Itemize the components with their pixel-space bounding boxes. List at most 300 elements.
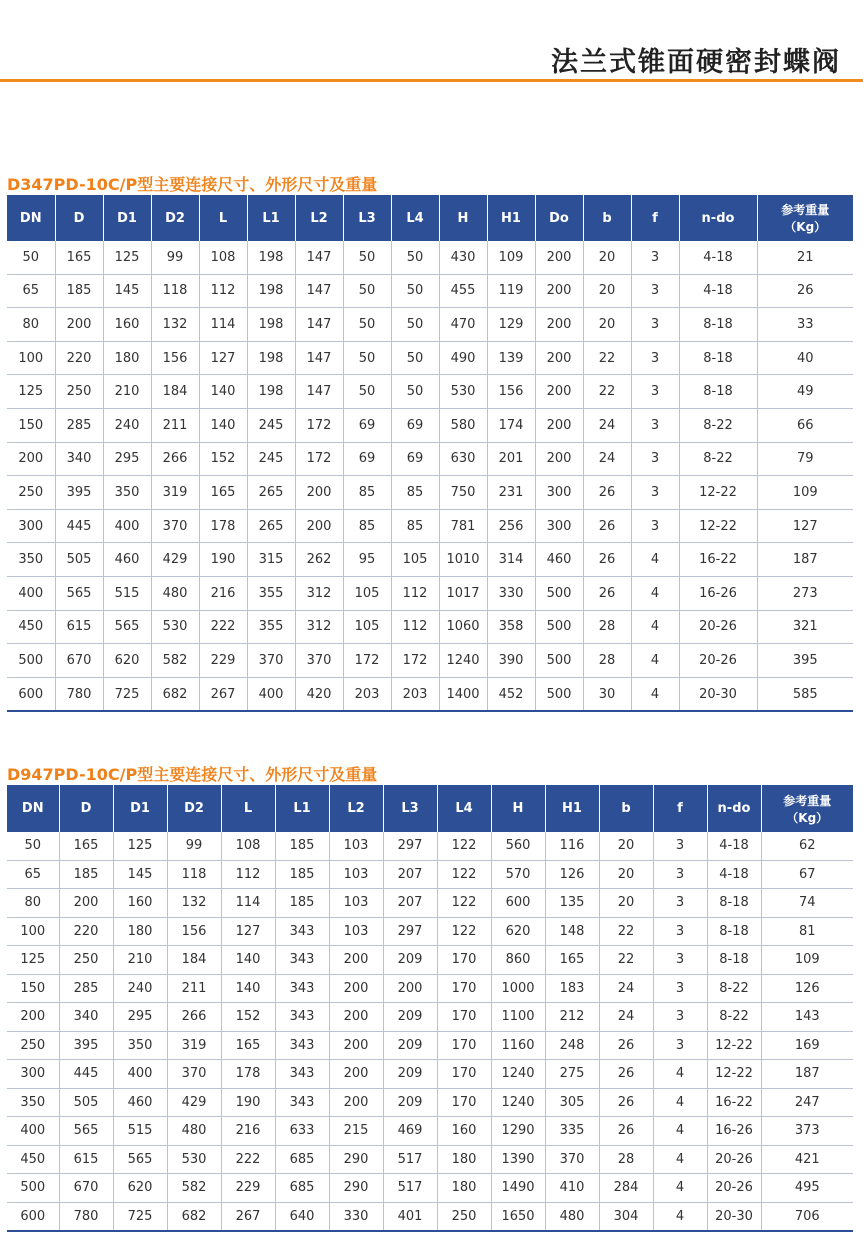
table-cell: 198 xyxy=(247,274,295,308)
table-cell: 1390 xyxy=(491,1145,545,1174)
table-cell: 211 xyxy=(167,974,221,1003)
table-cell: 12-22 xyxy=(707,1060,761,1089)
table-cell: 421 xyxy=(761,1145,853,1174)
table-cell: 1000 xyxy=(491,974,545,1003)
table-cell: 200 xyxy=(7,442,55,476)
table-cell: 125 xyxy=(7,375,55,409)
table-cell: 275 xyxy=(545,1060,599,1089)
table-cell: 129 xyxy=(487,308,535,342)
table-cell: 500 xyxy=(535,610,583,644)
table-cell: 16-22 xyxy=(707,1088,761,1117)
table-cell: 355 xyxy=(247,610,295,644)
table-cell: 109 xyxy=(487,241,535,274)
table-cell: 530 xyxy=(167,1145,221,1174)
table-cell: 74 xyxy=(761,889,853,918)
table-cell: 452 xyxy=(487,677,535,711)
table-cell: 300 xyxy=(535,509,583,543)
table-cell: 145 xyxy=(103,274,151,308)
table-row xyxy=(7,1031,853,1060)
table-cell: 105 xyxy=(391,543,439,577)
table-cell: 114 xyxy=(221,889,275,918)
table-cell: 201 xyxy=(487,442,535,476)
table-cell: 200 xyxy=(535,408,583,442)
table-cell: 80 xyxy=(7,889,59,918)
table-cell: 103 xyxy=(329,889,383,918)
table-cell: 122 xyxy=(437,860,491,889)
table-cell: 103 xyxy=(329,917,383,946)
table-cell: 430 xyxy=(439,241,487,274)
table-cell: 1490 xyxy=(491,1174,545,1203)
table-cell: 125 xyxy=(113,832,167,860)
table-cell: 67 xyxy=(761,860,853,889)
table-cell: 340 xyxy=(55,442,103,476)
table-cell: 250 xyxy=(55,375,103,409)
column-header: L1 xyxy=(275,785,329,832)
table-cell: 200 xyxy=(535,442,583,476)
table-cell: 200 xyxy=(329,1088,383,1117)
table-cell: 185 xyxy=(275,889,329,918)
column-header: n-do xyxy=(707,785,761,832)
table-cell: 312 xyxy=(295,576,343,610)
table-cell: 565 xyxy=(55,576,103,610)
table-cell: 99 xyxy=(167,832,221,860)
table-cell: 122 xyxy=(437,917,491,946)
table-cell: 209 xyxy=(383,1003,437,1032)
table-cell: 300 xyxy=(535,476,583,510)
table-cell: 290 xyxy=(329,1174,383,1203)
header-row xyxy=(7,195,853,241)
table-cell: 3 xyxy=(631,341,679,375)
table-cell: 116 xyxy=(545,832,599,860)
table-row xyxy=(7,1145,853,1174)
table-row xyxy=(7,860,853,889)
table-cell: 1060 xyxy=(439,610,487,644)
table-cell: 20 xyxy=(583,241,631,274)
table-cell: 12-22 xyxy=(707,1031,761,1060)
table-cell: 50 xyxy=(343,241,391,274)
table-cell: 4-18 xyxy=(707,860,761,889)
table-cell: 304 xyxy=(599,1202,653,1231)
table-cell: 685 xyxy=(275,1145,329,1174)
table-row xyxy=(7,341,853,375)
table-cell: 8-18 xyxy=(707,946,761,975)
table-cell: 222 xyxy=(221,1145,275,1174)
table-cell: 250 xyxy=(59,946,113,975)
table-row xyxy=(7,610,853,644)
table-cell: 297 xyxy=(383,917,437,946)
table-cell: 321 xyxy=(757,610,853,644)
table-cell: 295 xyxy=(103,442,151,476)
table-cell: 108 xyxy=(221,832,275,860)
table-cell: 184 xyxy=(167,946,221,975)
table-cell: 3 xyxy=(631,308,679,342)
table-cell: 105 xyxy=(343,610,391,644)
table-row xyxy=(7,917,853,946)
table-cell: 4 xyxy=(653,1117,707,1146)
table-cell: 26 xyxy=(599,1031,653,1060)
table-cell: 220 xyxy=(59,917,113,946)
column-header: L1 xyxy=(247,195,295,241)
table-cell: 20 xyxy=(599,832,653,860)
column-header: L4 xyxy=(391,195,439,241)
table-cell: 495 xyxy=(761,1174,853,1203)
table-cell: 3 xyxy=(653,860,707,889)
table-cell: 22 xyxy=(583,341,631,375)
table-cell: 210 xyxy=(113,946,167,975)
table-cell: 127 xyxy=(221,917,275,946)
table-cell: 3 xyxy=(653,1031,707,1060)
table-cell: 69 xyxy=(391,442,439,476)
table-cell: 140 xyxy=(221,974,275,1003)
table-cell: 600 xyxy=(7,1202,59,1231)
weight-header-line: 参考重量 xyxy=(781,203,830,217)
table-cell: 20-30 xyxy=(679,677,757,711)
table-cell: 4 xyxy=(653,1202,707,1231)
table-cell: 24 xyxy=(599,974,653,1003)
table-cell: 295 xyxy=(113,1003,167,1032)
table-cell: 180 xyxy=(437,1145,491,1174)
column-header-weight xyxy=(757,195,853,241)
table-cell: 265 xyxy=(247,509,295,543)
table-row xyxy=(7,308,853,342)
table-cell: 4 xyxy=(631,543,679,577)
table-cell: 340 xyxy=(59,1003,113,1032)
table-cell: 781 xyxy=(439,509,487,543)
table-cell: 139 xyxy=(487,341,535,375)
table-cell: 203 xyxy=(391,677,439,711)
table-cell: 450 xyxy=(7,1145,59,1174)
table-cell: 630 xyxy=(439,442,487,476)
table-cell: 343 xyxy=(275,1088,329,1117)
table-cell: 118 xyxy=(151,274,199,308)
table-cell: 49 xyxy=(757,375,853,409)
table-cell: 212 xyxy=(545,1003,599,1032)
table-cell: 85 xyxy=(343,476,391,510)
table-cell: 517 xyxy=(383,1145,437,1174)
table-cell: 285 xyxy=(55,408,103,442)
table-cell: 69 xyxy=(343,442,391,476)
table-cell: 125 xyxy=(103,241,151,274)
table-cell: 127 xyxy=(757,509,853,543)
table-cell: 198 xyxy=(247,341,295,375)
table-cell: 172 xyxy=(391,644,439,678)
table-cell: 21 xyxy=(757,241,853,274)
column-header: H1 xyxy=(487,195,535,241)
table-cell: 370 xyxy=(167,1060,221,1089)
column-header: f xyxy=(631,195,679,241)
table-cell: 198 xyxy=(247,375,295,409)
table-cell: 500 xyxy=(7,1174,59,1203)
table-cell: 247 xyxy=(761,1088,853,1117)
table-cell: 216 xyxy=(199,576,247,610)
table-cell: 26 xyxy=(583,543,631,577)
table-cell: 28 xyxy=(583,610,631,644)
table-cell: 358 xyxy=(487,610,535,644)
table-body xyxy=(7,241,853,711)
table-cell: 350 xyxy=(7,1088,59,1117)
table-cell: 565 xyxy=(59,1117,113,1146)
table-cell: 273 xyxy=(757,576,853,610)
table-cell: 3 xyxy=(631,375,679,409)
table-cell: 200 xyxy=(329,1060,383,1089)
column-header: H xyxy=(439,195,487,241)
table-cell: 500 xyxy=(535,677,583,711)
table-cell: 530 xyxy=(151,610,199,644)
table-cell: 200 xyxy=(295,509,343,543)
table-cell: 26 xyxy=(599,1117,653,1146)
column-header: H1 xyxy=(545,785,599,832)
table1-title: D347PD-10C/P型主要连接尺寸、外形尺寸及重量 xyxy=(7,175,378,194)
table-cell: 3 xyxy=(653,889,707,918)
table-cell: 170 xyxy=(437,1088,491,1117)
table-cell: 1400 xyxy=(439,677,487,711)
table-cell: 266 xyxy=(151,442,199,476)
column-header: Do xyxy=(535,195,583,241)
table-cell: 109 xyxy=(761,946,853,975)
table-cell: 150 xyxy=(7,974,59,1003)
table-row xyxy=(7,1202,853,1231)
table-cell: 250 xyxy=(7,476,55,510)
table-cell: 445 xyxy=(55,509,103,543)
table-cell: 112 xyxy=(391,576,439,610)
table-cell: 3 xyxy=(653,917,707,946)
table-cell: 22 xyxy=(583,375,631,409)
table-cell: 160 xyxy=(103,308,151,342)
table-row xyxy=(7,946,853,975)
table-cell: 200 xyxy=(329,946,383,975)
table-cell: 26 xyxy=(583,509,631,543)
table-cell: 105 xyxy=(343,576,391,610)
table-cell: 26 xyxy=(599,1060,653,1089)
table-cell: 24 xyxy=(583,442,631,476)
table-cell: 132 xyxy=(151,308,199,342)
table-cell: 50 xyxy=(343,375,391,409)
table-cell: 1160 xyxy=(491,1031,545,1060)
table-cell: 319 xyxy=(167,1031,221,1060)
table-cell: 65 xyxy=(7,860,59,889)
column-header: D1 xyxy=(103,195,151,241)
table-row xyxy=(7,1003,853,1032)
table-cell: 40 xyxy=(757,341,853,375)
table-cell: 330 xyxy=(329,1202,383,1231)
table-cell: 172 xyxy=(295,442,343,476)
table-cell: 305 xyxy=(545,1088,599,1117)
table-cell: 209 xyxy=(383,946,437,975)
table-cell: 240 xyxy=(113,974,167,1003)
table-cell: 633 xyxy=(275,1117,329,1146)
table-cell: 145 xyxy=(113,860,167,889)
table-cell: 170 xyxy=(437,946,491,975)
table-cell: 517 xyxy=(383,1174,437,1203)
table-cell: 26 xyxy=(757,274,853,308)
column-header: n-do xyxy=(679,195,757,241)
table-header xyxy=(7,195,853,241)
table-cell: 565 xyxy=(103,610,151,644)
table-body xyxy=(7,832,853,1231)
table-cell: 143 xyxy=(761,1003,853,1032)
table-cell: 600 xyxy=(7,677,55,711)
table-cell: 1290 xyxy=(491,1117,545,1146)
table-cell: 3 xyxy=(653,832,707,860)
table-cell: 66 xyxy=(757,408,853,442)
table-cell: 200 xyxy=(295,476,343,510)
table-cell: 460 xyxy=(113,1088,167,1117)
table-cell: 401 xyxy=(383,1202,437,1231)
table-cell: 670 xyxy=(55,644,103,678)
table-cell: 190 xyxy=(199,543,247,577)
table-cell: 209 xyxy=(383,1031,437,1060)
table-cell: 198 xyxy=(247,308,295,342)
table-cell: 16-26 xyxy=(707,1117,761,1146)
table-cell: 560 xyxy=(491,832,545,860)
table-cell: 245 xyxy=(247,442,295,476)
table-cell: 160 xyxy=(113,889,167,918)
table-cell: 26 xyxy=(583,476,631,510)
table-cell: 109 xyxy=(757,476,853,510)
table-cell: 3 xyxy=(631,476,679,510)
table-cell: 355 xyxy=(247,576,295,610)
table-cell: 460 xyxy=(535,543,583,577)
table-cell: 256 xyxy=(487,509,535,543)
table-cell: 480 xyxy=(151,576,199,610)
table-cell: 300 xyxy=(7,1060,59,1089)
table-cell: 460 xyxy=(103,543,151,577)
table-cell: 12-22 xyxy=(679,509,757,543)
table-cell: 28 xyxy=(599,1145,653,1174)
table-cell: 3 xyxy=(653,974,707,1003)
column-header: L3 xyxy=(383,785,437,832)
table-cell: 211 xyxy=(151,408,199,442)
table-cell: 585 xyxy=(757,677,853,711)
table-cell: 187 xyxy=(761,1060,853,1089)
table-cell: 312 xyxy=(295,610,343,644)
table-cell: 1240 xyxy=(491,1088,545,1117)
table-cell: 12-22 xyxy=(679,476,757,510)
table-cell: 114 xyxy=(199,308,247,342)
table-cell: 200 xyxy=(383,974,437,1003)
table-cell: 4-18 xyxy=(679,274,757,308)
table-cell: 780 xyxy=(55,677,103,711)
table-cell: 580 xyxy=(439,408,487,442)
column-header: L3 xyxy=(343,195,391,241)
table-cell: 682 xyxy=(151,677,199,711)
table-cell: 490 xyxy=(439,341,487,375)
spec-table-d947 xyxy=(7,785,853,1232)
table-cell: 250 xyxy=(7,1031,59,1060)
table-cell: 183 xyxy=(545,974,599,1003)
table-cell: 65 xyxy=(7,274,55,308)
table-cell: 165 xyxy=(221,1031,275,1060)
table-row xyxy=(7,375,853,409)
table-cell: 20 xyxy=(583,308,631,342)
table-cell: 515 xyxy=(103,576,151,610)
table-cell: 297 xyxy=(383,832,437,860)
table-cell: 370 xyxy=(545,1145,599,1174)
table-cell: 620 xyxy=(491,917,545,946)
table-cell: 500 xyxy=(535,576,583,610)
table-cell: 165 xyxy=(59,832,113,860)
table-cell: 95 xyxy=(343,543,391,577)
table-row xyxy=(7,543,853,577)
table-cell: 147 xyxy=(295,274,343,308)
table-cell: 148 xyxy=(545,917,599,946)
column-header: D xyxy=(59,785,113,832)
table-cell: 335 xyxy=(545,1117,599,1146)
table-cell: 156 xyxy=(151,341,199,375)
table-cell: 1100 xyxy=(491,1003,545,1032)
table-cell: 706 xyxy=(761,1202,853,1231)
column-header-weight xyxy=(761,785,853,832)
table-cell: 112 xyxy=(391,610,439,644)
table-cell: 200 xyxy=(535,375,583,409)
table-cell: 370 xyxy=(247,644,295,678)
column-header: DN xyxy=(7,195,55,241)
table-row xyxy=(7,677,853,711)
table-cell: 8-18 xyxy=(679,308,757,342)
table-cell: 250 xyxy=(437,1202,491,1231)
table-cell: 165 xyxy=(55,241,103,274)
table-cell: 390 xyxy=(487,644,535,678)
table-cell: 126 xyxy=(761,974,853,1003)
table-cell: 172 xyxy=(343,644,391,678)
table-cell: 266 xyxy=(167,1003,221,1032)
table-cell: 152 xyxy=(199,442,247,476)
table-cell: 410 xyxy=(545,1174,599,1203)
table-cell: 530 xyxy=(439,375,487,409)
table-cell: 180 xyxy=(103,341,151,375)
table-cell: 50 xyxy=(343,308,391,342)
table-cell: 169 xyxy=(761,1031,853,1060)
table-cell: 400 xyxy=(103,509,151,543)
table-row xyxy=(7,644,853,678)
table-cell: 170 xyxy=(437,1003,491,1032)
table-cell: 20-26 xyxy=(707,1174,761,1203)
table-cell: 20-26 xyxy=(679,644,757,678)
column-header: D xyxy=(55,195,103,241)
table-cell: 122 xyxy=(437,832,491,860)
table-cell: 200 xyxy=(59,889,113,918)
table-cell: 112 xyxy=(221,860,275,889)
table-cell: 22 xyxy=(599,946,653,975)
table-cell: 147 xyxy=(295,241,343,274)
table-cell: 50 xyxy=(391,341,439,375)
table-cell: 3 xyxy=(631,442,679,476)
table-cell: 8-22 xyxy=(679,408,757,442)
table-cell: 480 xyxy=(545,1202,599,1231)
table-cell: 20-26 xyxy=(679,610,757,644)
table-cell: 515 xyxy=(113,1117,167,1146)
column-header: D1 xyxy=(113,785,167,832)
table-cell: 860 xyxy=(491,946,545,975)
table-cell: 85 xyxy=(391,509,439,543)
table-cell: 750 xyxy=(439,476,487,510)
table-cell: 570 xyxy=(491,860,545,889)
table-cell: 50 xyxy=(343,341,391,375)
table-cell: 184 xyxy=(151,375,199,409)
table-cell: 505 xyxy=(55,543,103,577)
table-cell: 1017 xyxy=(439,576,487,610)
table-cell: 50 xyxy=(391,375,439,409)
table-cell: 26 xyxy=(583,576,631,610)
table-cell: 4 xyxy=(631,610,679,644)
table-cell: 582 xyxy=(167,1174,221,1203)
table-cell: 284 xyxy=(599,1174,653,1203)
column-header: L xyxy=(199,195,247,241)
table-cell: 4 xyxy=(631,576,679,610)
table-cell: 343 xyxy=(275,1031,329,1060)
table-cell: 1650 xyxy=(491,1202,545,1231)
table-cell: 85 xyxy=(391,476,439,510)
